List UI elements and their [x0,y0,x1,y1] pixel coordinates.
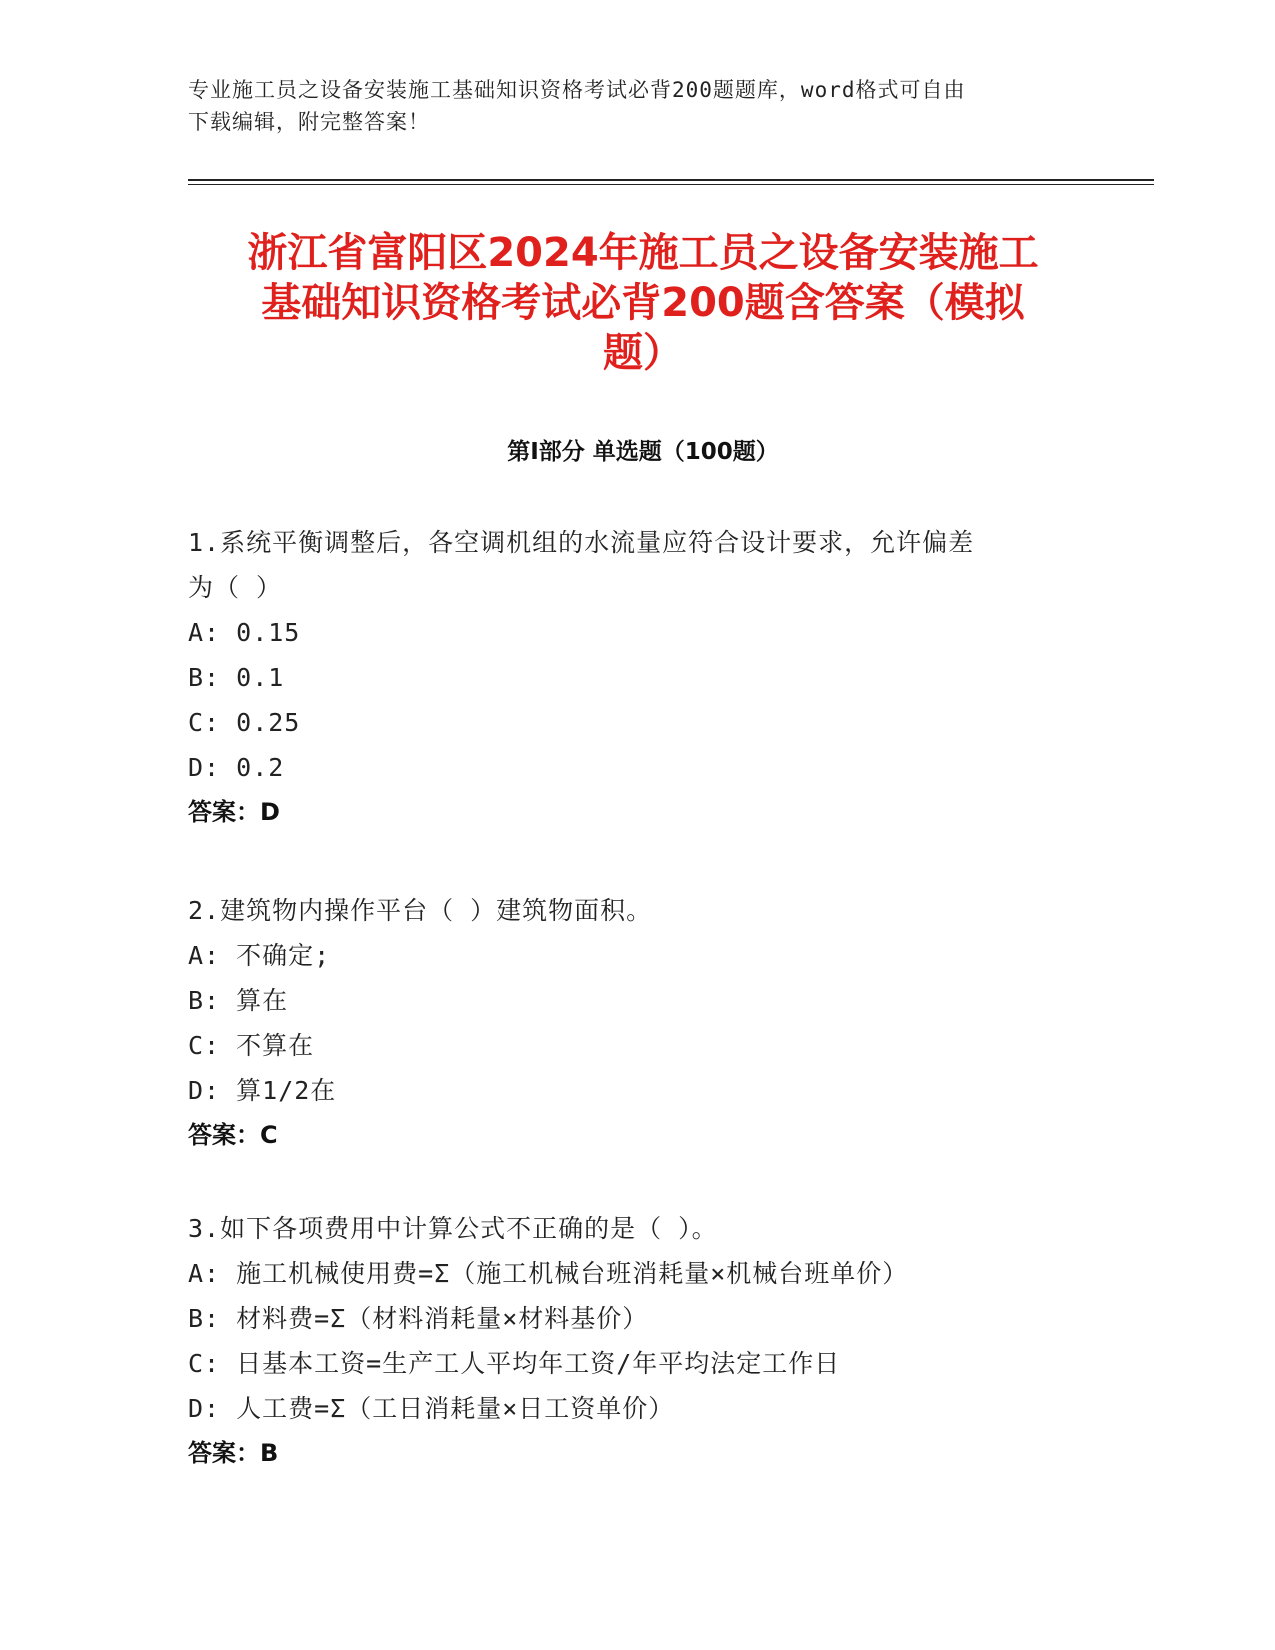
option-c: C: 不算在 [188,1031,315,1060]
answer: 答案：C [188,1121,278,1149]
question-stem-line: 1.系统平衡调整后，各空调机组的水流量应符合设计要求，允许偏差 [188,528,975,557]
question-stem [188,1206,1088,1251]
document-title [160,228,1126,378]
option-c: C: 日基本工资=生产工人平均年工资/年平均法定工作日 [188,1349,841,1378]
option-d: D: 人工费=Σ（工日消耗量×日工资单价） [188,1394,675,1423]
option-d: D: 算1/2在 [188,1076,337,1105]
title-line: 基础知识资格考试必背200题含答案（模拟 [261,280,1025,326]
header-note-line: 专业施工员之设备安装施工基础知识资格考试必背200题题库，word格式可自由 [188,78,966,102]
header-rule-thick [188,179,1154,181]
option-b: B: 材料费=Σ（材料消耗量×材料基价） [188,1304,649,1333]
header-note-line: 下载编辑，附完整答案！ [188,110,430,134]
question-stem-line: 为（ ） [188,573,283,602]
question-1 [188,520,1088,835]
answer: 答案：B [188,1439,279,1467]
header-rule-thin [188,184,1154,185]
question-stem-line: 2.建筑物内操作平台（ ）建筑物面积。 [188,896,653,925]
header-note [188,74,1088,138]
option-a: A: 0.15 [188,618,301,647]
question-3 [188,1206,1088,1476]
option-a: A: 不确定; [188,941,331,970]
question-stem [188,888,1088,933]
option-c: C: 0.25 [188,708,301,737]
option-d: D: 0.2 [188,753,285,782]
title-line: 题） [603,330,683,376]
option-a: A: 施工机械使用费=Σ（施工机械台班消耗量×机械台班单价） [188,1259,909,1288]
question-stem [188,520,1088,610]
question-2 [188,888,1088,1158]
option-b: B: 0.1 [188,663,285,692]
question-stem-line: 3.如下各项费用中计算公式不正确的是（ ）。 [188,1214,718,1243]
title-line: 浙江省富阳区2024年施工员之设备安装施工 [247,230,1039,276]
option-b: B: 算在 [188,986,289,1015]
answer: 答案：D [188,798,280,826]
section-heading: 第Ⅰ部分 单选题（100题） [507,439,779,465]
